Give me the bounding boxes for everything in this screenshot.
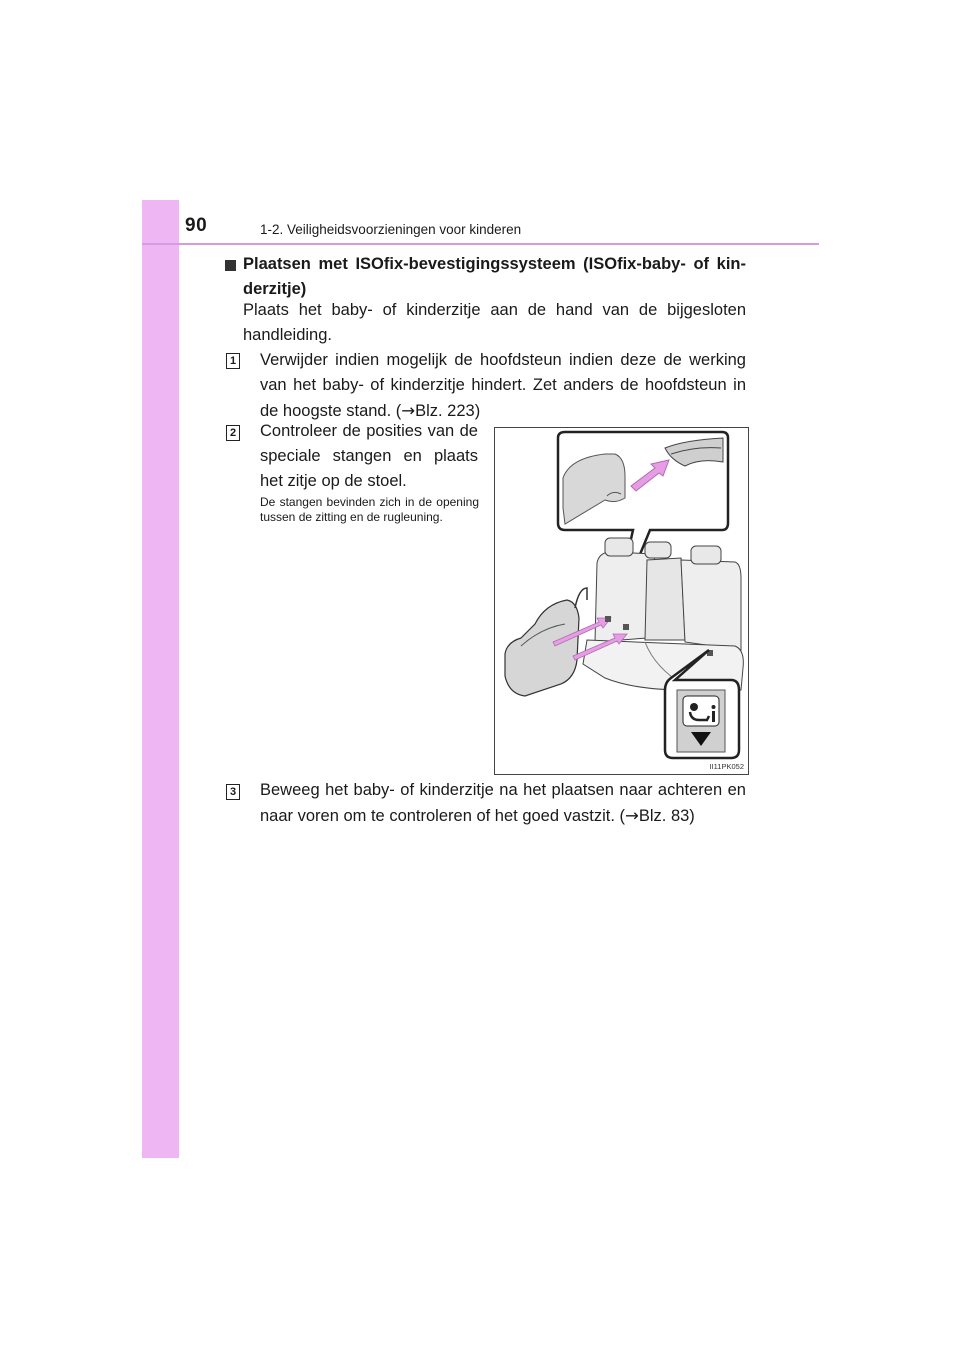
step-2-text: Controleer de posities van de speciale stangen en plaats het zitje op de stoel. xyxy=(260,422,478,490)
header-rule xyxy=(142,243,819,245)
seat-back-middle xyxy=(645,558,685,640)
seat-back-right xyxy=(681,560,741,650)
child-seat xyxy=(505,600,579,696)
isofix-illustration xyxy=(494,427,749,775)
top-tether-strap xyxy=(575,588,587,608)
step-2-number: 2 xyxy=(226,425,240,441)
heading-square-icon xyxy=(225,260,236,271)
reference-arrow-icon: → xyxy=(401,401,416,420)
section-heading: Plaatsen met ISOfix-bevestigingssysteem (ISOfix-baby- of kin-derzitje) xyxy=(243,255,746,298)
intro-paragraph: Plaats het baby- of kinderzitje aan de hand van de bijgesloten handleiding. xyxy=(243,301,746,344)
headrest-right xyxy=(691,546,721,564)
step-3-page-ref: Blz. 83) xyxy=(638,807,695,825)
step-1-text xyxy=(260,348,746,424)
step-1-page-ref: Blz. 223) xyxy=(415,402,481,420)
isofix-diagram xyxy=(495,428,750,776)
section-title: 1-2. Veiligheidsvoorzieningen voor kinderen xyxy=(260,222,522,237)
headrest-middle xyxy=(645,542,671,558)
step-3-number: 3 xyxy=(226,784,240,800)
step-1-text-before: Verwijder indien mogelijk de hoofdsteun indien deze de werking van het baby- of kinderzitje hindert. Zet anders de hoofdsteun in de hoogste stand. ( xyxy=(260,351,746,420)
page-number: 90 xyxy=(185,215,208,236)
step-3-text xyxy=(260,778,746,829)
figure-code: II11PK052 xyxy=(709,762,744,771)
step-1-number: 1 xyxy=(226,353,240,369)
step-3-text-before: Beweeg het baby- of kinderzitje na het plaatsen naar achteren en naar voren om te controleren of het goed vastzit. ( xyxy=(260,781,746,825)
chapter-sidebar-tab xyxy=(142,200,179,1158)
headrest-left xyxy=(605,538,633,556)
reference-arrow-icon: → xyxy=(625,806,639,825)
step-2-note: De stangen bevinden zich in de opening tussen de zitting en de rugleuning. xyxy=(260,495,479,524)
